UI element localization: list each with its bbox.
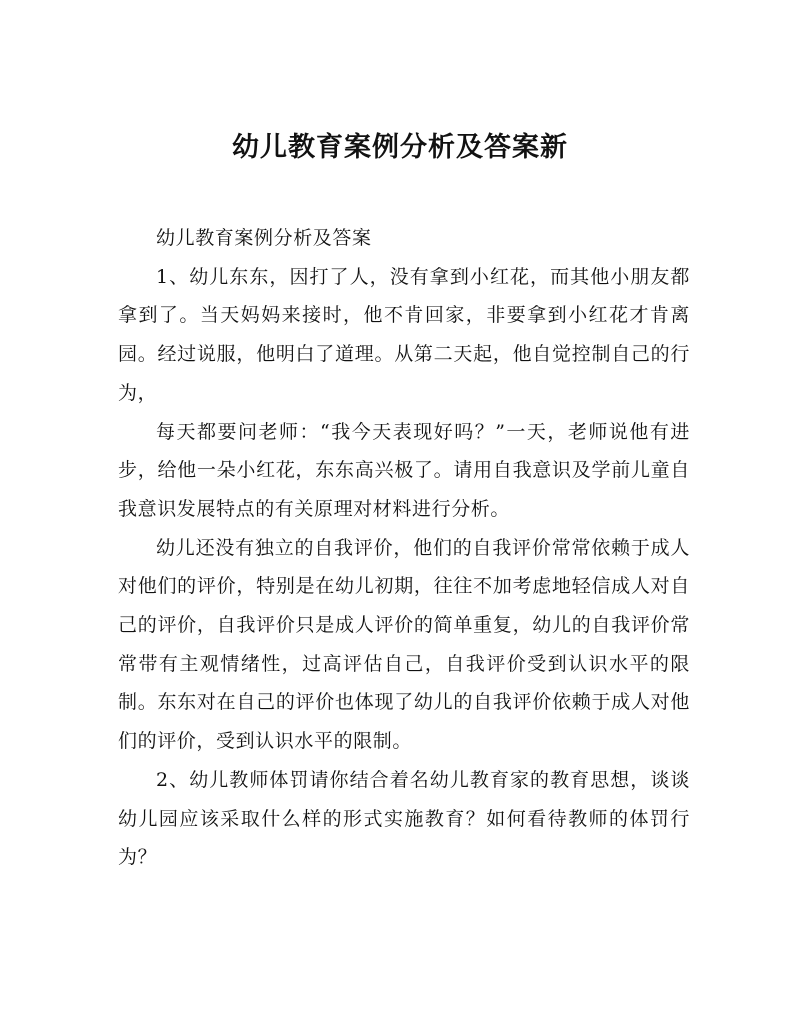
paragraph-analysis: 幼儿还没有独立的自我评价，他们的自我评价常常依赖于成人对他们的评价，特别是在幼儿初期，往往不加考虑地轻信成人对自己的评价，自我评价只是成人评价的简单重复，幼儿的自我评价常常带有主观情绪性，过高评估自己，自我评价受到认识水平的限制。东东对在自己的评价也体现了幼儿的自我评价依赖于成人对他们的评价，受到认识水平的限制。 — [118, 536, 690, 753]
paragraph-subtitle: 幼儿教育案例分析及答案 — [156, 227, 372, 249]
document-title: 幼儿教育案例分析及答案新 — [232, 132, 568, 163]
paragraph-case-1-continued: 每天都要问老师：“我今天表现好吗？”一天，老师说他有进步，给他一朵小红花，东东高兴极了。请用自我意识及学前儿童自我意识发展特点的有关原理对材料进行分析。 — [118, 420, 690, 520]
paragraph-case-2: 2、幼儿教师体罚请你结合着名幼儿教育家的教育思想，谈谈幼儿园应该采取什么样的形式实施教育？如何看待教师的体罚行为？ — [118, 768, 690, 869]
document-body — [118, 219, 690, 877]
paragraph-case-1: 1、幼儿东东，因打了人，没有拿到小红花，而其他小朋友都拿到了。当天妈妈来接时，他不肯回家，非要拿到小红花才肯离园。经过说服，他明白了道理。从第二天起，他自觉控制自己的行为， — [118, 265, 690, 404]
